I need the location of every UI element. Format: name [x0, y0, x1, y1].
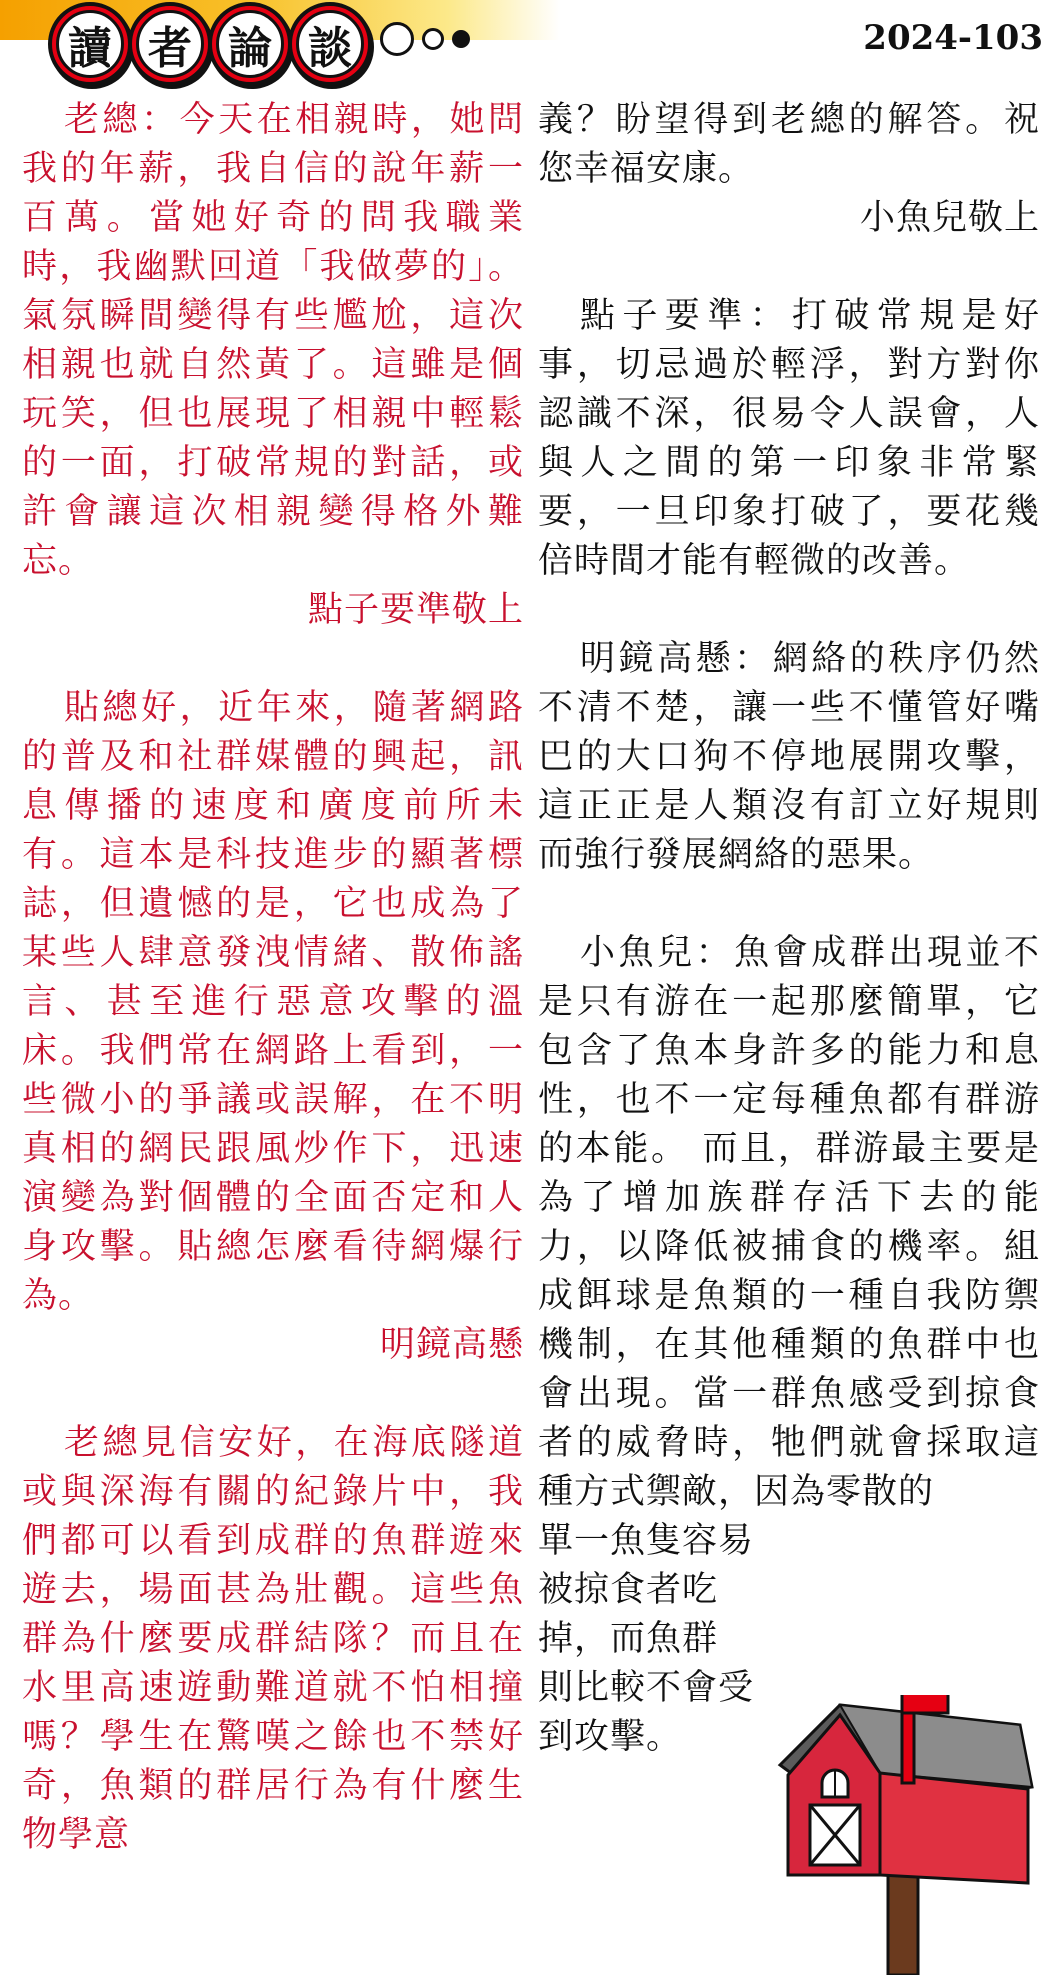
badge-3: [208, 2, 292, 86]
letter-1-signature: 點子要準敬上: [307, 590, 524, 630]
letter-3-continued: 義？盼望得到老總的解答。祝您幸福安康。: [538, 100, 1040, 189]
mailbox-icon: [770, 1695, 1042, 1975]
reply-2: 明鏡高懸：網絡的秩序仍然不清不楚，讓一些不懂管好嘴巴的大口狗不停地展開攻擊，這正正是人類沒有訂立好規則而強行發展網絡的惡果。: [538, 639, 1040, 875]
letter-2-signature: 明鏡高懸: [379, 1325, 524, 1365]
right-column: [538, 96, 1040, 1762]
letter-2: 貼總好，近年來，隨著網路的普及和社群媒體的興起，訊息傳播的速度和廣度前所未有。這本是科技進步的顯著標誌，但遺憾的是，它也成為了某些人肆意發洩情緒、散佈謠言、甚至進行惡意攻擊的溫床。我們常在網路上看到，一些微小的爭議或誤解，在不明真相的網民跟風炒作下，迅速演變為對個體的全面否定和人身攻擊。貼總怎麼看待網爆行為。: [22, 688, 524, 1316]
reply-3-line: 則比較不會受: [538, 1668, 755, 1708]
badge-2-char: 者: [136, 10, 204, 78]
reply-3-line: 掉，而魚群: [538, 1619, 719, 1659]
badge-2: [128, 2, 212, 86]
badge-3-char: 論: [216, 10, 284, 78]
letter-3-signature: 小魚兒敬上: [859, 198, 1040, 238]
letter-3: 老總見信安好，在海底隧道或與深海有關的紀錄片中，我們都可以看到成群的魚群遊來遊去，場面甚為壯觀。這些魚群為什麼要成群結隊？而且在水里高速遊動難道就不怕相撞嗎？學生在驚嘆之餘也不禁好奇，魚類的群居行為有什麼生物學意: [22, 1423, 524, 1855]
letter-1: 老總：今天在相親時，她問我的年薪，我自信的說年薪一百萬。當她好奇的問我職業時，我幽默回道「我做夢的」。氣氛瞬間變得有些尷尬，這次相親也就自然黃了。這雖是個玩笑，但也展現了相親中輕鬆的一面，打破常規的對話，或許會讓這次相親變得格外難忘。: [22, 100, 524, 581]
reply-3-tail: [538, 1517, 788, 1762]
badge-4: [288, 2, 372, 86]
badge-4-char: 談: [296, 10, 364, 78]
dot-large-icon: [380, 22, 414, 56]
badge-1-char: 讀: [56, 10, 124, 78]
dot-small-icon: [422, 28, 444, 50]
left-column: [22, 96, 524, 1860]
reply-3: 小魚兒：魚會成群出現並不是只有游在一起那麼簡單，它包含了魚本身許多的能力和息性，也不一定每種魚都有群游的本能。 而且，群游最主要是為了增加族群存活下去的能力，以降低被捕食的機率。組成餌球是魚類的一種自我防禦機制，在其他種類的魚群中也會出現。當一群魚感受到掠食者的威脅時，牠們就會採取這種方式禦敵，因為零散的: [538, 933, 1040, 1512]
badge-1: [48, 2, 132, 86]
reply-3-line: 被掠食者吃: [538, 1570, 719, 1610]
issue-number: 2024-103: [863, 18, 1043, 58]
reply-3-line: 單一魚隻容易: [538, 1521, 755, 1561]
reply-1: 點子要準：打破常規是好事，切忌過於輕浮，對方對你認識不深，很易令人誤會，人與人之間的第一印象非常緊要，一旦印象打破了，要花幾倍時間才能有輕微的改善。: [538, 296, 1040, 581]
reply-3-line: 到攻擊。: [538, 1717, 683, 1757]
dot-filled-icon: [452, 30, 470, 48]
